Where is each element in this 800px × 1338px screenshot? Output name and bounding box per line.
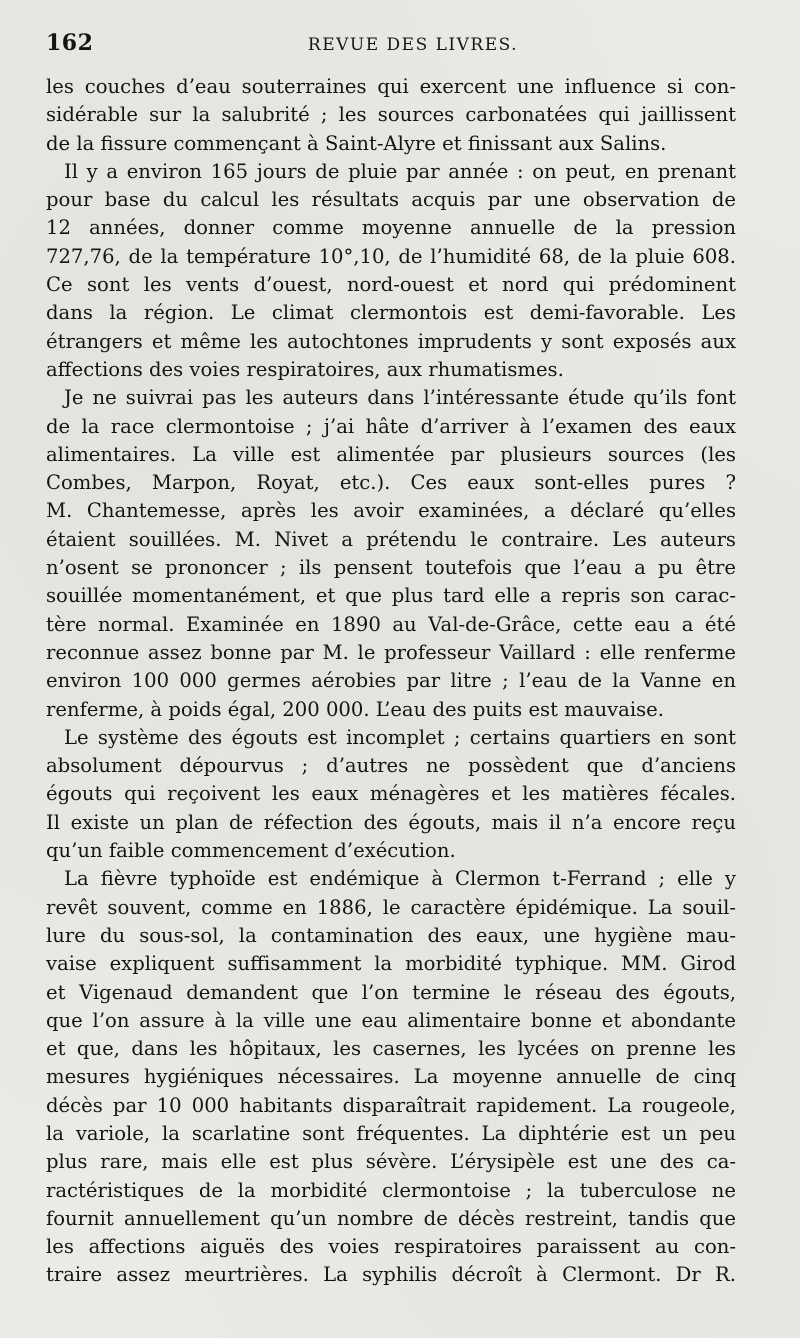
page-number: 162 xyxy=(46,30,94,56)
text-line: ractéristiques de la morbidité clermontoise ; la tuberculose ne xyxy=(46,1178,736,1202)
text-line: tère normal. Examinée en 1890 au Val-de-Grâce, cette eau a été xyxy=(46,612,736,636)
text-line: n’osent se prononcer ; ils pensent toutefois que l’eau a pu être xyxy=(46,556,736,580)
text-line: décès par 10 000 habitants disparaîtrait rapidement. La rougeole, xyxy=(46,1093,736,1117)
text-line: La fièvre typhoïde est endémique à Clermon t-Ferrand ; elle y xyxy=(64,867,736,891)
text-line: et Vigenaud demandent que l’on termine le réseau des égouts, xyxy=(46,980,736,1004)
running-title: REVUE DES LIVRES. xyxy=(307,35,519,55)
text-line: 12 années, donner comme moyenne annuelle de la pression xyxy=(46,216,736,240)
text-line: M. Chantemesse, après les avoir examinées, a déclaré qu’elles xyxy=(46,499,736,523)
text-line: mesures hygiéniques nécessaires. La moyenne annuelle de cinq xyxy=(46,1065,736,1089)
text-line: Il y a environ 165 jours de pluie par année : on peut, en prenant xyxy=(64,159,736,183)
text-line: que l’on assure à la ville une eau alimentaire bonne et abondante xyxy=(46,1008,736,1032)
text-line: les couches d’eau souterraines qui exercent une influence si con- xyxy=(46,75,736,98)
text-line: qu’un faible commencement d’exécution. xyxy=(46,839,456,863)
text-line: Je ne suivrai pas les auteurs dans l’intéressante étude qu’ils font xyxy=(64,386,736,410)
text-line: égouts qui reçoivent les eaux ménagères et les matières fécales. xyxy=(46,782,736,806)
text-line: étrangers et même les autochtones imprudents y sont exposés aux xyxy=(46,329,736,353)
text-line: les affections aiguës des voies respiratoires paraissent au con- xyxy=(46,1235,736,1259)
paragraph xyxy=(46,73,736,158)
text-line: absolument dépourvus ; d’autres ne possèdent que d’anciens xyxy=(46,754,736,778)
paragraph xyxy=(46,865,736,1289)
text-line: souillée momentanément, et que plus tard elle a repris son carac- xyxy=(46,584,736,608)
text-line: vaise expliquent suffisamment la morbidité typhique. MM. Girod xyxy=(46,952,736,976)
text-line: reconnue assez bonne par M. le professeur Vaillard : elle renferme xyxy=(46,640,736,664)
text-line: plus rare, mais elle est plus sévère. L’érysipèle est une des ca- xyxy=(46,1150,736,1174)
text-line: sidérable sur la salubrité ; les sources carbonatées qui jaillissent xyxy=(46,103,736,127)
text-line: fournit annuellement qu’un nombre de décès restreint, tandis que xyxy=(46,1206,736,1230)
text-line: de la race clermontoise ; j’ai hâte d’arriver à l’examen des eaux xyxy=(46,414,736,438)
text-line: traire assez meurtrières. La syphilis décroît à Clermont. Dr R. xyxy=(46,1263,736,1287)
text-line: 727,76, de la température 10°,10, de l’humidité 68, de la pluie 608. xyxy=(46,244,736,268)
text-line: affections des voies respiratoires, aux rhumatismes. xyxy=(46,357,564,381)
page-header xyxy=(46,30,760,66)
text-line: environ 100 000 germes aérobies par litre ; l’eau de la Vanne en xyxy=(46,669,736,693)
text-line: de la fissure commençant à Saint-Alyre et finissant aux Salins. xyxy=(46,131,667,155)
paragraph xyxy=(46,158,736,384)
paragraph xyxy=(46,724,736,865)
text-line: alimentaires. La ville est alimentée par plusieurs sources (les xyxy=(46,442,736,466)
paragraph xyxy=(46,384,736,724)
text-line: Ce sont les vents d’ouest, nord-ouest et nord qui prédominent xyxy=(46,273,736,297)
text-line: Combes, Marpon, Royat, etc.). Ces eaux sont-elles pures ? xyxy=(46,471,736,495)
text-line: renferme, à poids égal, 200 000. L’eau des puits est mauvaise. xyxy=(46,697,664,721)
text-line: Le système des égouts est incomplet ; certains quartiers en sont xyxy=(64,725,736,749)
text-line: et que, dans les hôpitaux, les casernes, les lycées on prenne les xyxy=(46,1037,736,1061)
body-text xyxy=(46,73,736,1290)
text-line: la variole, la scarlatine sont fréquentes. La diphtérie est un peu xyxy=(46,1121,736,1145)
text-line: revêt souvent, comme en 1886, le caractère épidémique. La souil- xyxy=(46,895,736,919)
text-line: étaient souillées. M. Nivet a prétendu le contraire. Les auteurs xyxy=(46,527,736,551)
text-line: pour base du calcul les résultats acquis par une observation de xyxy=(46,188,736,212)
text-line: dans la région. Le climat clermontois est demi-favorable. Les xyxy=(46,301,736,325)
text-line: Il existe un plan de réfection des égouts, mais il n’a encore reçu xyxy=(46,810,736,834)
text-line: lure du sous-sol, la contamination des eaux, une hygiène mau- xyxy=(46,923,736,947)
